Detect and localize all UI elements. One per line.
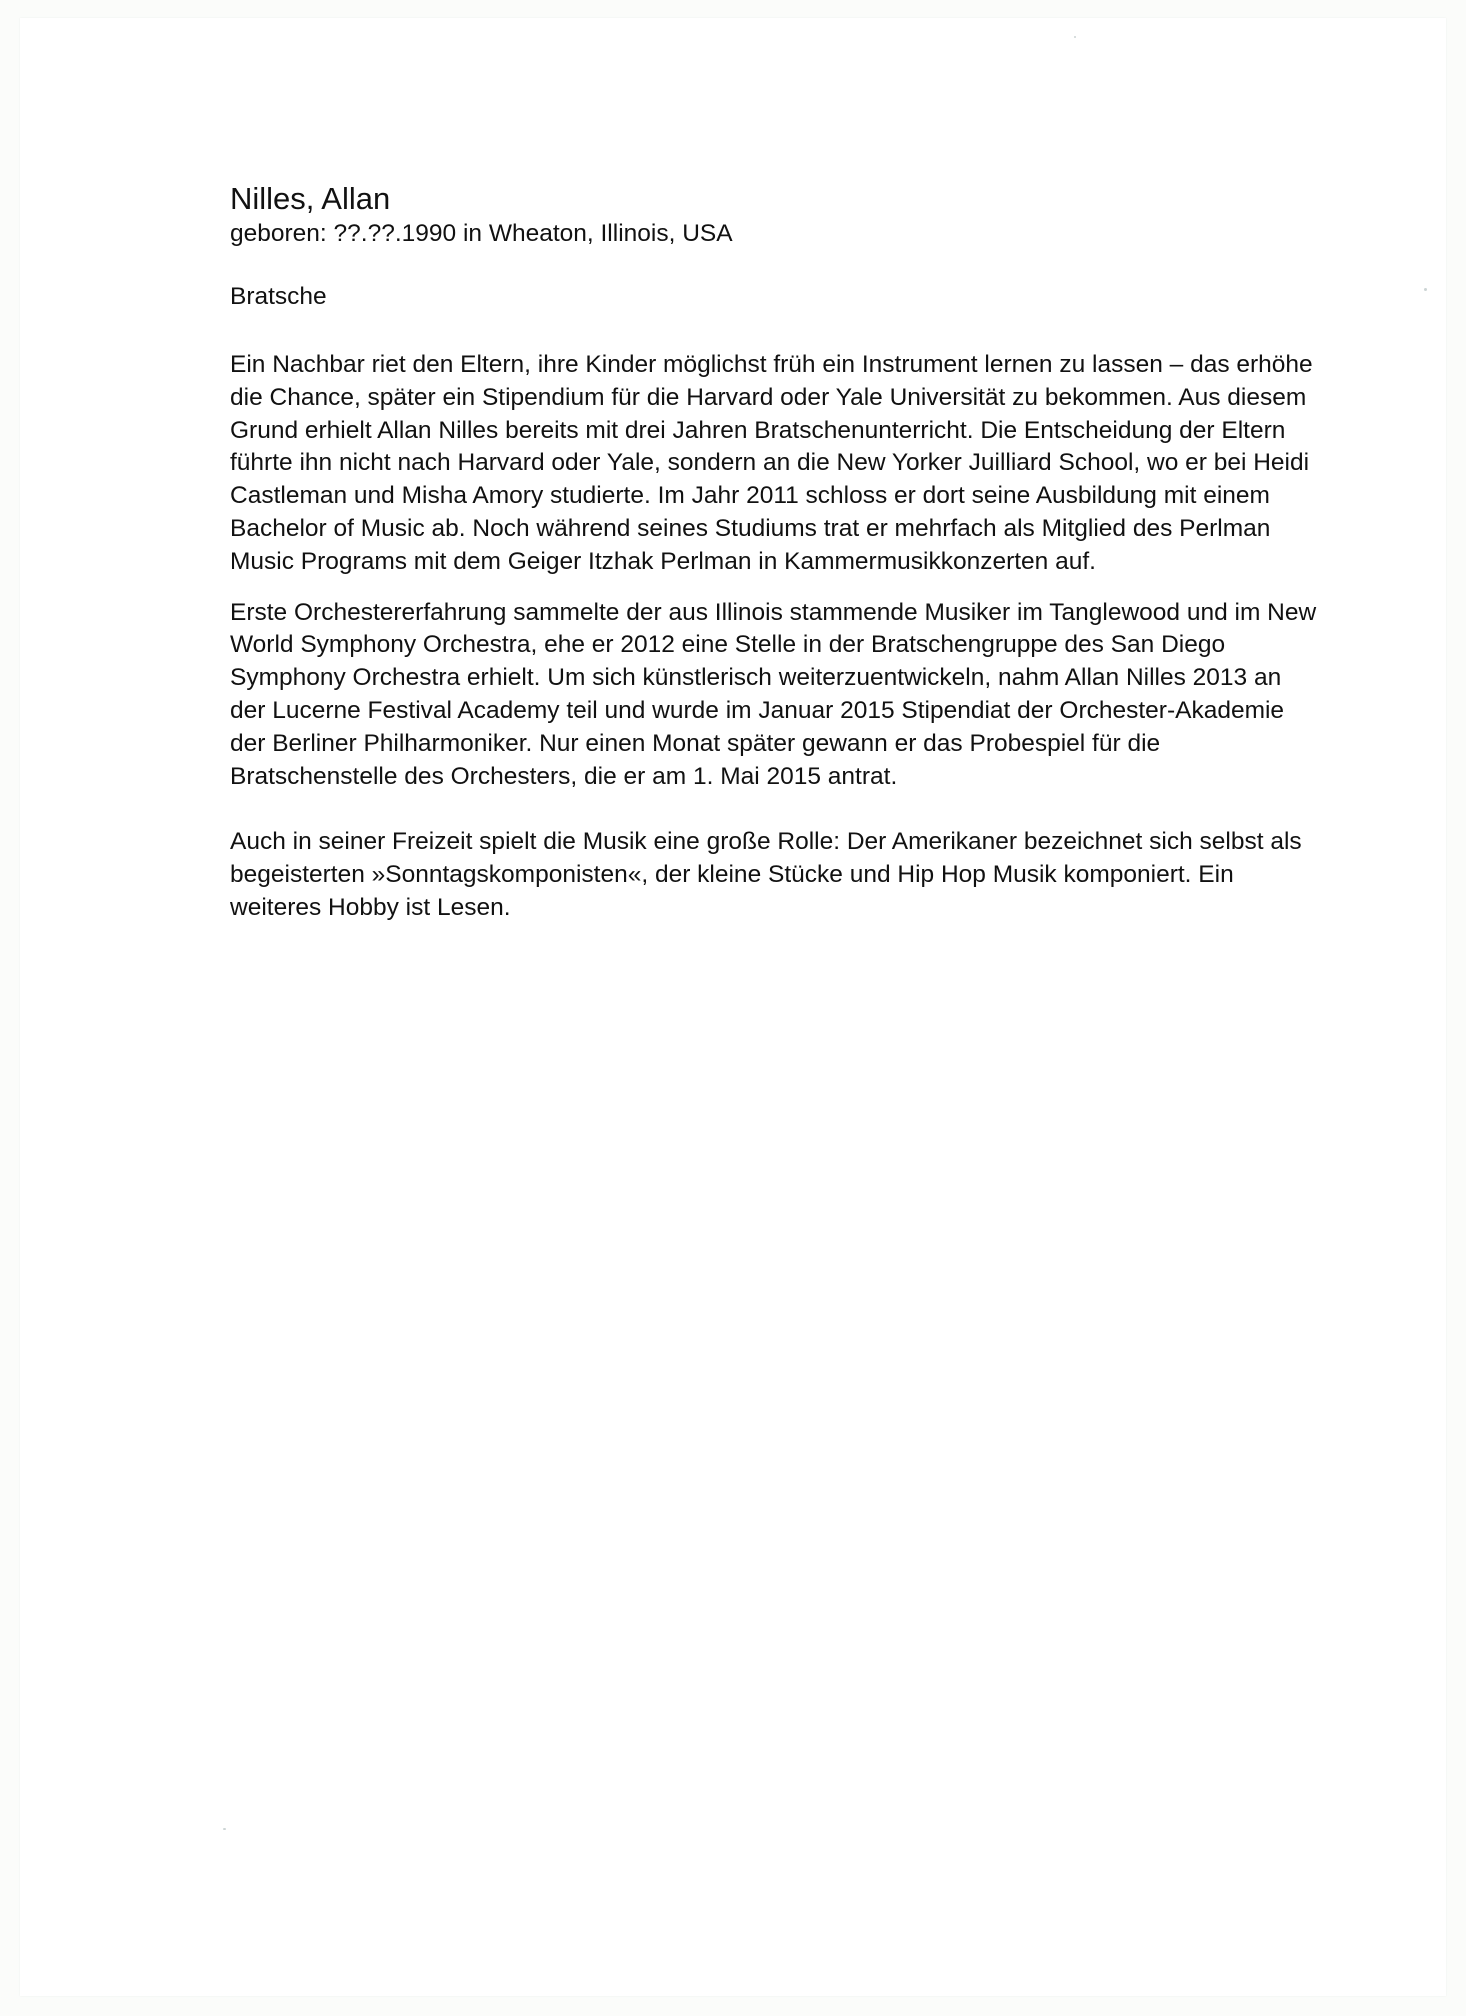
bio-paragraph: Erste Orchestererfahrung sammelte der aus Illinois stammende Musiker im Tanglewood und im New World Symphony Orchestra, ehe er 2012 eine Stelle in der Bratschengruppe des San Diego Symphony Orchestra erhielt. Um sich künstlerisch weiterzuentwickeln, nahm Allan Nilles 2013 an der Lucerne Festival Academy teil und wurde im Januar 2015 Stipendiat der Orchester-Akademie der Berliner Philharmoniker. Nur einen Monat später gewann er das Probespiel für die Bratschenstelle des Orchesters, die er am 1. Mai 2015 antrat. — [230, 598, 1317, 790]
birth-info: geboren: ??.??.1990 in Wheaton, Illinois, USA — [230, 220, 733, 247]
person-name: Nilles, Allan — [230, 181, 391, 216]
instrument-label: Bratsche — [230, 283, 327, 310]
document-body — [230, 181, 1320, 925]
scan-speck — [1074, 36, 1076, 38]
bio-paragraph: Auch in seiner Freizeit spielt die Musik eine große Rolle: Der Amerikaner bezeichnet sich selbst als begeisterten »Sonntagskomponisten«, der kleine Stücke und Hip Hop Musik komponiert. Ein weiteres Hobby ist Lesen. — [230, 828, 1302, 921]
scan-speck — [1424, 288, 1427, 291]
document-page — [20, 18, 1446, 1996]
scan-speck — [223, 1828, 226, 1830]
bio-paragraph: Ein Nachbar riet den Eltern, ihre Kinder möglichst früh ein Instrument lernen zu lassen – das erhöhe die Chance, später ein Stipendium für die Harvard oder Yale Universität zu bekommen. Aus diesem Grund erhielt Allan Nilles bereits mit drei Jahren Bratschenunterricht. Die Entscheidung der Eltern führte ihn nicht nach Harvard oder Yale, sondern an die New Yorker Juilliard School, wo er bei Heidi Castleman und Misha Amory studierte. Im Jahr 2011 schloss er dort seine Ausbildung mit einem Bachelor of Music ab. Noch während seines Studiums trat er mehrfach als Mitglied des Perlman Music Programs mit dem Geiger Itzhak Perlman in Kammermusikkonzerten auf. — [230, 351, 1313, 575]
